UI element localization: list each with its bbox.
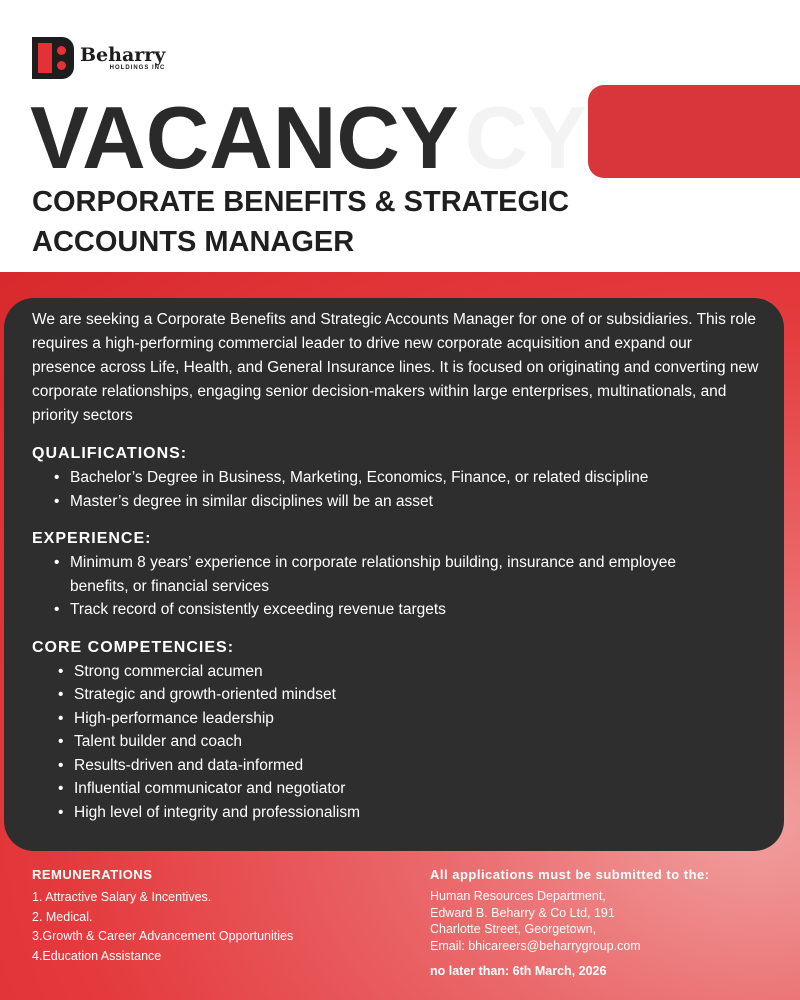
remuneration-item: 1. Attractive Salary & Incentives. bbox=[32, 890, 212, 904]
remunerations-section bbox=[32, 867, 430, 982]
logo-b-icon bbox=[32, 37, 74, 79]
applications-section bbox=[430, 867, 710, 982]
section-heading: QUALIFICATIONS: bbox=[32, 445, 188, 462]
list-item: • Influential communicator and negotiator bbox=[58, 777, 760, 801]
logo-subtitle: HOLDINGS INC bbox=[109, 65, 166, 71]
remunerations-heading: REMUNERATIONS bbox=[32, 867, 153, 882]
qualifications-section bbox=[32, 442, 760, 513]
address-line: Human Resources Department, bbox=[430, 889, 606, 903]
section-heading: CORE COMPETENCIES: bbox=[32, 638, 235, 656]
deadline: no later than: 6th March, 2026 bbox=[430, 964, 607, 978]
list-item: • Master’s degree in similar disciplines will be an asset bbox=[54, 490, 760, 514]
headline-row bbox=[30, 88, 587, 187]
lower-content bbox=[0, 298, 800, 982]
list-item: • Results-driven and data-informed bbox=[58, 754, 760, 778]
address-line: Edward B. Beharry & Co Ltd, 191 bbox=[430, 905, 615, 920]
list-item: • Strong commercial acumen bbox=[58, 660, 760, 684]
list-item: • Strategic and growth-oriented mindset bbox=[58, 683, 760, 707]
experience-section bbox=[32, 527, 692, 622]
list-item: • Track record of consistently exceeding revenue targets bbox=[54, 598, 692, 622]
decorative-red-block bbox=[588, 85, 800, 178]
job-title-line: ACCOUNTS MANAGER bbox=[32, 226, 355, 258]
ghost-text: CY bbox=[464, 88, 587, 187]
address-line: Charlotte Street, Georgetown, bbox=[430, 922, 597, 936]
remuneration-item: 4.Education Assistance bbox=[32, 948, 162, 963]
competencies-section bbox=[32, 636, 760, 825]
logo-name: Beharry bbox=[80, 44, 166, 66]
remuneration-item: 3.Growth & Career Advancement Opportunities bbox=[32, 929, 294, 943]
job-title-line: CORPORATE BENEFITS & STRATEGIC bbox=[32, 186, 570, 218]
details-panel bbox=[4, 298, 784, 851]
section-heading: EXPERIENCE: bbox=[32, 530, 152, 547]
intro-paragraph: We are seeking a Corporate Benefits and Strategic Accounts Manager for one of or subsidiaries. This role requires a high-performing commercial leader to drive new corporate acquisition and expand our presence across Life, Health, and General Insurance lines. It is focused on originating and converting new corporate relationships, engaging senior decision-makers within large enterprises, multinationals, and priority sectors bbox=[32, 311, 759, 424]
remuneration-item: 2. Medical. bbox=[32, 909, 93, 924]
list-item: • Minimum 8 years’ experience in corporate relationship building, insurance and employee benefits, or financial services bbox=[54, 551, 692, 598]
list-item: • High level of integrity and professionalism bbox=[58, 801, 760, 825]
list-item: • Talent builder and coach bbox=[58, 730, 760, 754]
email-line[interactable]: Email: bhicareers@beharrygroup.com bbox=[430, 938, 641, 953]
footer bbox=[0, 851, 800, 982]
headline: VACANCY bbox=[30, 88, 459, 187]
job-title bbox=[32, 182, 569, 262]
company-logo bbox=[32, 37, 165, 79]
applications-heading: All applications must be submitted to the: bbox=[430, 867, 710, 882]
list-item: • High-performance leadership bbox=[58, 707, 760, 731]
list-item: • Bachelor’s Degree in Business, Marketing, Economics, Finance, or related discipline bbox=[54, 466, 760, 490]
